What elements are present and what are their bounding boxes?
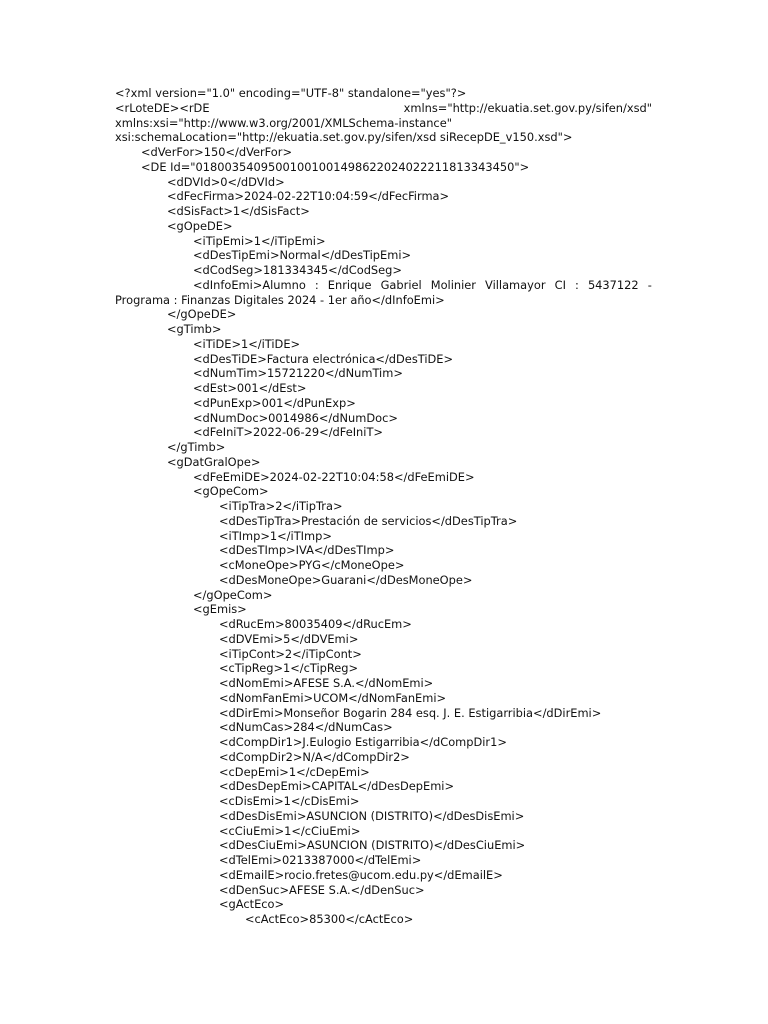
- xml-token: <rLoteDE><rDE: [115, 100, 210, 115]
- xml-line: <DE Id="01800354095001001001498622024022211813343450">: [141, 159, 530, 174]
- xml-line: <dDesTiDE>Factura electrónica</dDesTiDE>: [193, 351, 454, 366]
- xml-line: <dDirEmi>Monseñor Bogarin 284 esq. J. E. Estigarribia</dDirEmi>: [219, 705, 602, 720]
- xml-line: <dRucEm>80035409</dRucEm>: [219, 617, 412, 631]
- xml-line: <dDVId>0</dDVId>: [167, 174, 285, 189]
- xml-line: <dNumDoc>0014986</dNumDoc>: [193, 410, 398, 425]
- xml-line: <iTipCont>2</iTipCont>: [219, 646, 362, 661]
- xml-token: CI: [554, 277, 566, 292]
- xml-line: <dCompDir1>J.Eulogio Estigarribia</dCompDir1>: [219, 735, 507, 749]
- xml-line: <cDisEmi>1</cDisEmi>: [219, 794, 360, 808]
- xml-line: </gOpeDE>: [167, 307, 237, 322]
- xml-line: xmlns:xsi="http://www.w3.org/2001/XMLSchema-instance": [115, 115, 452, 130]
- xml-line: <dDesTImp>IVA</dDesTImp>: [219, 543, 395, 558]
- xml-line: <dNomFanEmi>UCOM</dNomFanEmi>: [219, 690, 447, 705]
- xml-line: [115, 278, 652, 293]
- xml-line: <dDesTipEmi>Normal</dDesTipEmi>: [193, 248, 412, 263]
- xml-line: <dNumTim>15721220</dNumTim>: [193, 366, 403, 381]
- xml-line: <gActEco>: [219, 897, 285, 912]
- xml-line: <dPunExp>001</dPunExp>: [193, 395, 356, 410]
- xml-line: <dDesTipTra>Prestación de servicios</dDesTipTra>: [219, 513, 518, 528]
- xml-line: <iTipTra>2</iTipTra>: [219, 499, 343, 513]
- xml-line: <gDatGralOpe>: [167, 454, 261, 469]
- xml-line: <dFeEmiDE>2024-02-22T10:04:58</dFeEmiDE>: [193, 469, 475, 484]
- xml-line: <cCiuEmi>1</cCiuEmi>: [219, 823, 361, 838]
- xml-line: <dDesCiuEmi>ASUNCION (DISTRITO)</dDesCiuEmi>: [219, 838, 526, 853]
- xml-line: <cMoneOpe>PYG</cMoneOpe>: [219, 558, 405, 572]
- xml-line: <dCodSeg>181334345</dCodSeg>: [193, 263, 402, 277]
- xml-line: [115, 101, 652, 116]
- xml-line: <dTelEmi>0213387000</dTelEmi>: [219, 853, 422, 867]
- xml-line: <dEmailE>rocio.fretes@ucom.edu.py</dEmailE>: [219, 867, 503, 882]
- xml-token: -: [647, 277, 652, 292]
- xml-line: </gTimb>: [167, 440, 226, 454]
- xml-line: <dDesMoneOpe>Guarani</dDesMoneOpe>: [219, 572, 473, 587]
- xml-line: <dFecFirma>2024-02-22T10:04:59</dFecFirma>: [167, 189, 450, 204]
- xml-line: <cActEco>85300</cActEco>: [245, 912, 414, 926]
- xml-token: 5437122: [587, 277, 639, 292]
- xml-line: <dNumCas>284</dNumCas>: [219, 720, 393, 735]
- xml-token: :: [575, 277, 579, 292]
- xml-line: <iTiDE>1</iTiDE>: [193, 336, 301, 351]
- xml-line: <dDesDepEmi>CAPITAL</dDesDepEmi>: [219, 779, 455, 794]
- xml-token: Gabriel: [380, 277, 422, 292]
- xml-line: <dDVEmi>5</dDVEmi>: [219, 631, 359, 646]
- xml-line: <dDenSuc>AFESE S.A.</dDenSuc>: [219, 882, 425, 897]
- xml-line: <iTipEmi>1</iTipEmi>: [193, 233, 326, 248]
- xml-line: <gOpeCom>: [193, 484, 269, 499]
- xml-document-text: [115, 86, 652, 927]
- xml-token: xmlns="http://ekuatia.set.gov.py/sifen/xsd": [403, 100, 652, 115]
- xml-line: Programa : Finanzas Digitales 2024 - 1er año</dInfoEmi>: [115, 292, 445, 307]
- xml-line: <dCompDir2>N/A</dCompDir2>: [219, 749, 410, 764]
- xml-line: </gOpeCom>: [193, 587, 273, 602]
- xml-line: <dNomEmi>AFESE S.A.</dNomEmi>: [219, 676, 434, 690]
- xml-line: xsi:schemaLocation="http://ekuatia.set.gov.py/sifen/xsd siRecepDE_v150.xsd">: [115, 130, 573, 145]
- xml-line: <cTipReg>1</cTipReg>: [219, 661, 359, 676]
- xml-line: <dEst>001</dEst>: [193, 381, 307, 395]
- xml-line: <dDesDisEmi>ASUNCION (DISTRITO)</dDesDisEmi>: [219, 808, 525, 823]
- xml-line: <iTImp>1</iTImp>: [219, 528, 332, 543]
- xml-line: <gEmis>: [193, 602, 247, 617]
- xml-token: :: [314, 277, 319, 292]
- xml-line: <dSisFact>1</dSisFact>: [167, 204, 310, 218]
- xml-line: <gTimb>: [167, 322, 222, 336]
- xml-token: Enrique: [327, 277, 372, 292]
- xml-token: <dInfoEmi>Alumno: [193, 277, 306, 292]
- xml-line: <?xml version="1.0" encoding="UTF-8" standalone="yes"?>: [115, 86, 467, 100]
- xml-token: Villamayor: [485, 277, 546, 292]
- xml-line: <dVerFor>150</dVerFor>: [141, 145, 293, 159]
- xml-line: <gOpeDE>: [167, 218, 233, 233]
- xml-line: <dFeIniT>2022-06-29</dFeIniT>: [193, 425, 383, 440]
- xml-line: <cDepEmi>1</cDepEmi>: [219, 764, 370, 779]
- xml-token: Molinier: [430, 277, 476, 292]
